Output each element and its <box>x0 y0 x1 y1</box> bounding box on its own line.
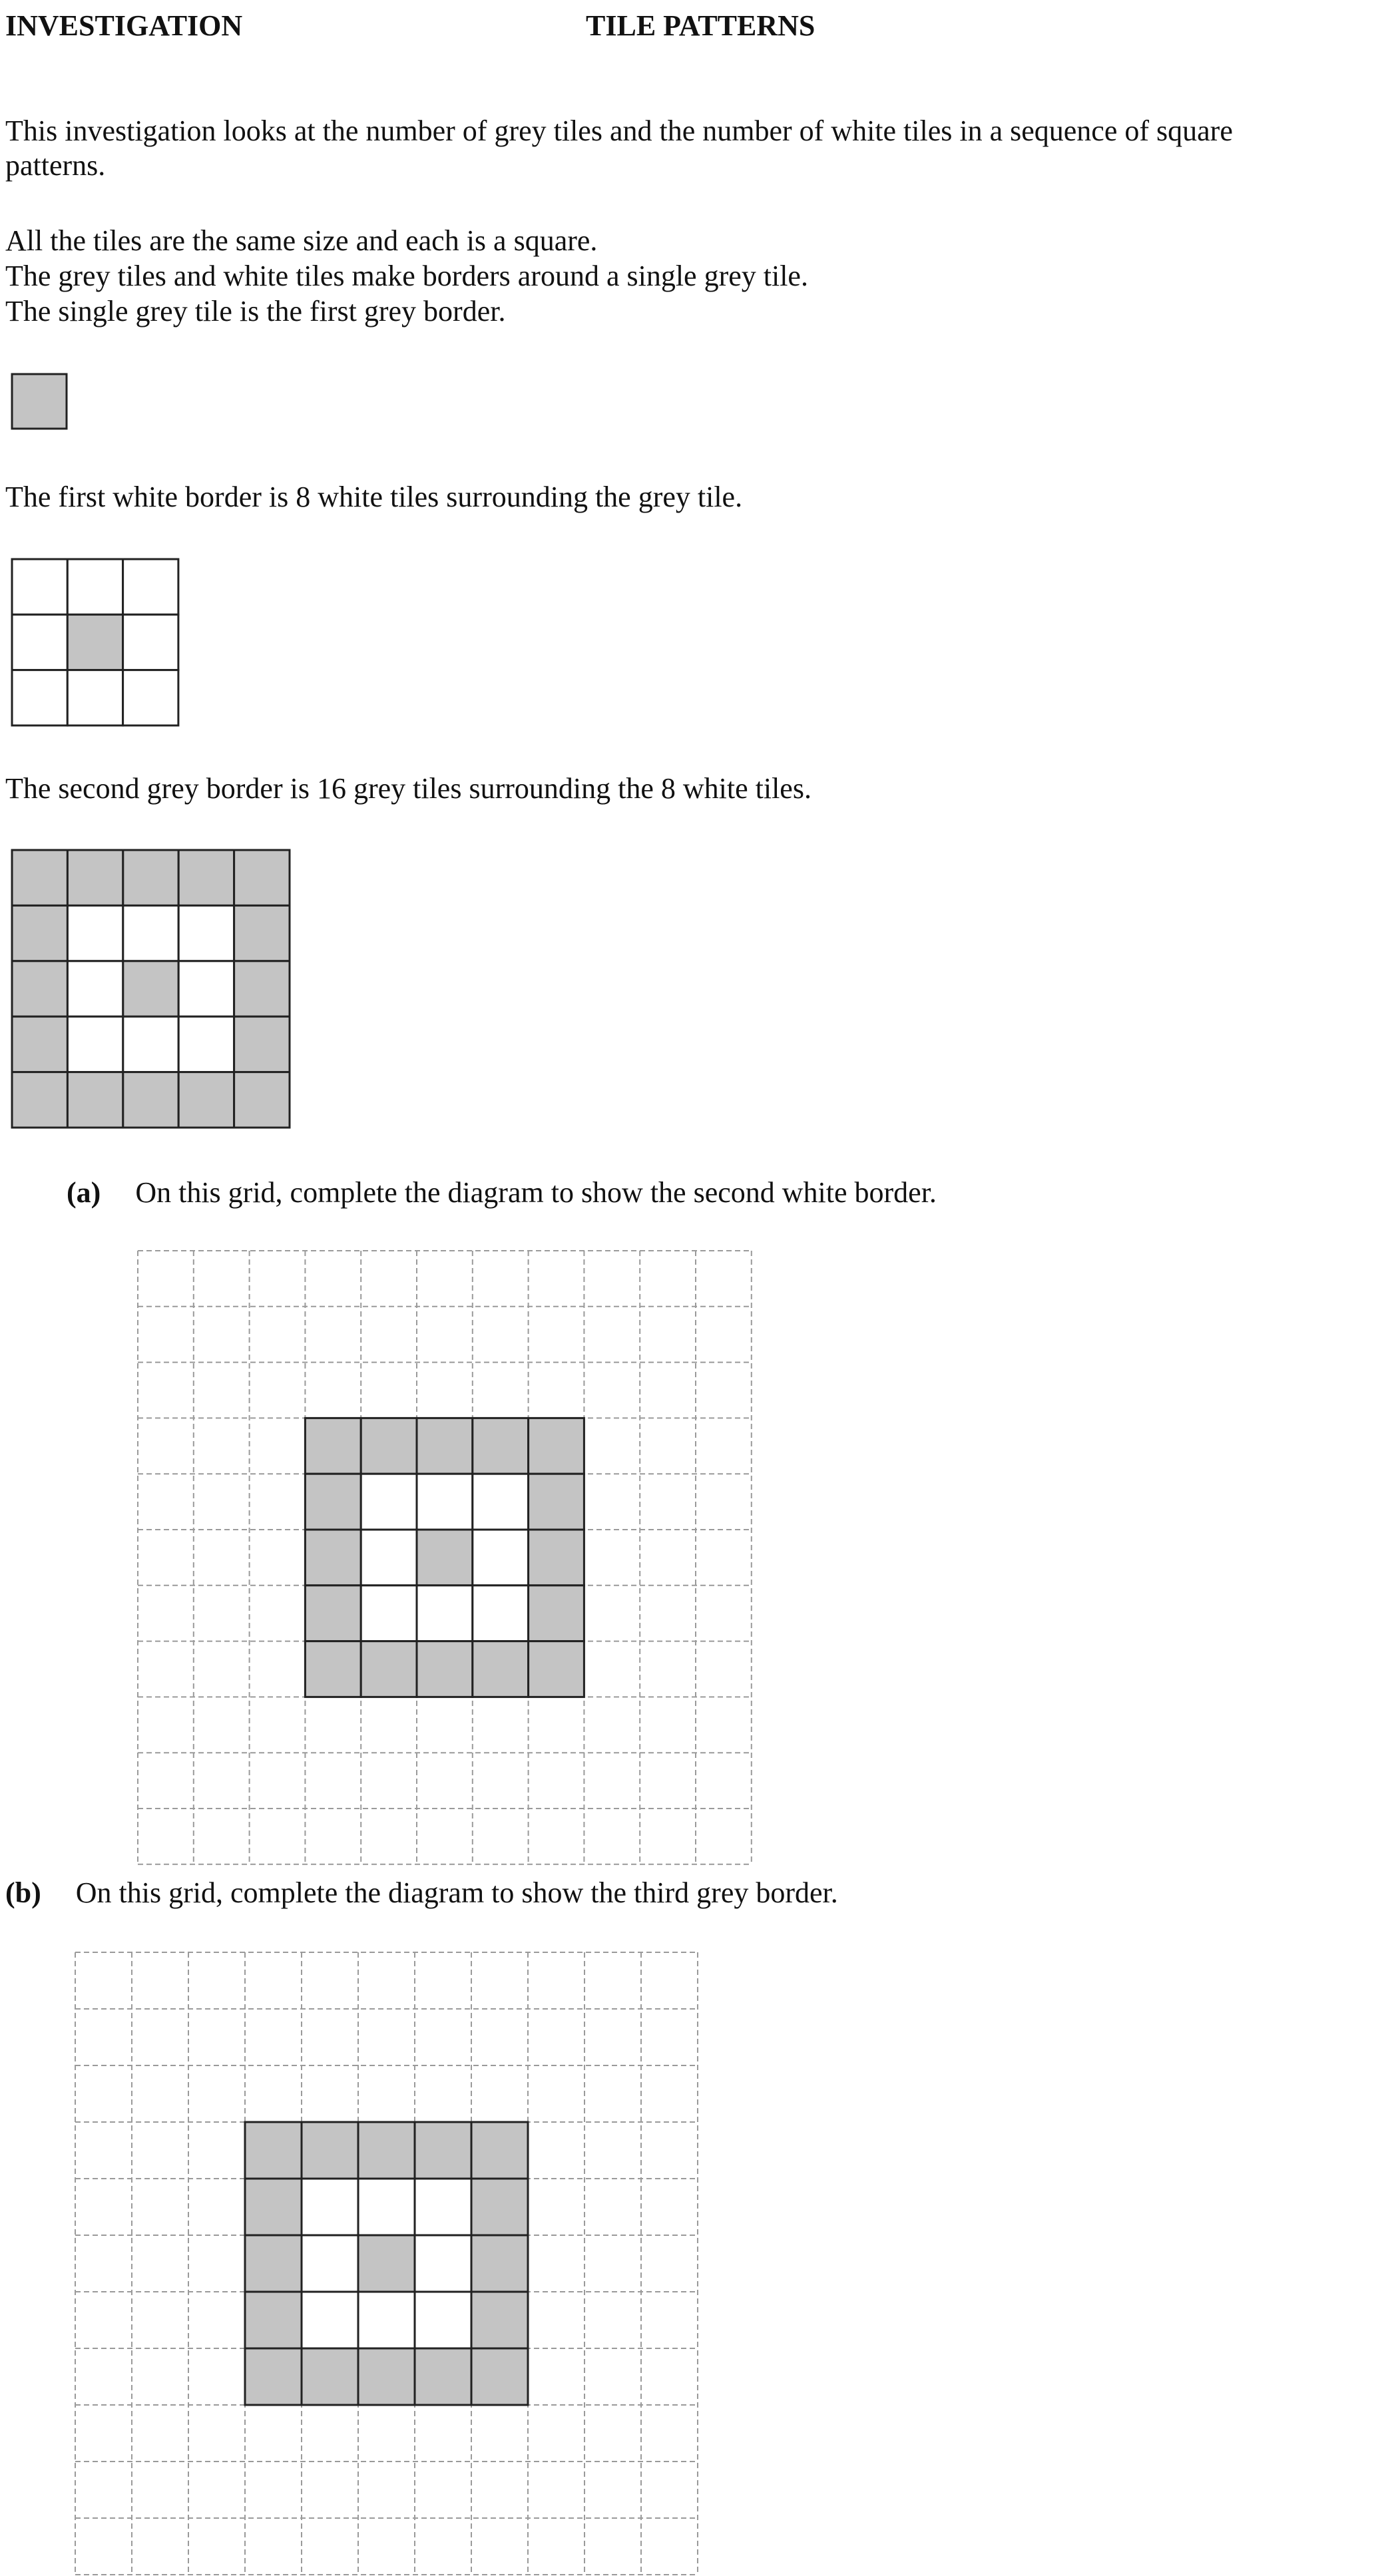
grey-tile <box>178 850 234 905</box>
grey-tile <box>358 2122 415 2179</box>
grey-tile <box>67 1072 122 1128</box>
question-b-label: (b) <box>5 1876 41 1909</box>
white-tile <box>415 2235 471 2292</box>
question-a-label: (a) <box>67 1176 101 1209</box>
grey-tile <box>67 850 122 905</box>
grey-tile <box>305 1641 361 1697</box>
grey-tile <box>123 1072 178 1128</box>
grey-tile <box>358 2348 415 2405</box>
question-b-text: On this grid, complete the diagram to show the third grey border. <box>75 1876 838 1909</box>
grey-tile <box>417 1530 473 1586</box>
grey-tile <box>361 1641 417 1697</box>
grey-tile <box>245 2348 302 2405</box>
white-tile <box>67 1016 122 1072</box>
white-tile <box>302 2235 358 2292</box>
grey-tile <box>529 1586 584 1641</box>
white-tile <box>12 614 67 670</box>
white-tile <box>123 670 178 726</box>
grey-tile <box>234 1016 290 1072</box>
grey-tile <box>358 2235 415 2292</box>
white-tile <box>417 1474 473 1530</box>
white-tile <box>473 1530 529 1586</box>
grey-tile <box>234 1072 290 1128</box>
grey-tile <box>234 905 290 961</box>
white-tile <box>123 614 178 670</box>
pattern-first-white-border <box>11 558 180 727</box>
white-tile <box>67 905 122 961</box>
white-tile <box>178 905 234 961</box>
intro-line-2: patterns. <box>5 149 106 182</box>
white-tile <box>302 2179 358 2235</box>
white-tile <box>12 670 67 726</box>
header-investigation: INVESTIGATION <box>5 9 243 42</box>
grey-tile <box>245 2292 302 2348</box>
white-tile <box>178 961 234 1016</box>
grey-tile <box>305 1474 361 1530</box>
white-tile <box>302 2292 358 2348</box>
grey-tile <box>12 850 67 905</box>
grey-tile <box>305 1586 361 1641</box>
grey-tile <box>305 1418 361 1474</box>
grey-tile <box>529 1474 584 1530</box>
question-a-text: On this grid, complete the diagram to show the second white border. <box>135 1176 937 1209</box>
grey-tile <box>123 961 178 1016</box>
grey-tile <box>234 850 290 905</box>
grey-tile <box>12 961 67 1016</box>
header-tile-patterns: TILE PATTERNS <box>586 9 816 42</box>
white-tile <box>123 905 178 961</box>
grey-tile <box>529 1418 584 1474</box>
grey-tile <box>471 2348 528 2405</box>
white-tile <box>67 670 122 726</box>
grey-tile <box>529 1641 584 1697</box>
white-tile <box>67 961 122 1016</box>
grey-tile <box>302 2122 358 2179</box>
question-b <box>5 1875 838 1911</box>
white-tile <box>361 1474 417 1530</box>
white-tile <box>123 1016 178 1072</box>
pattern-first-grey-border <box>11 373 68 430</box>
grey-tile <box>361 1418 417 1474</box>
grey-tile <box>471 2292 528 2348</box>
answer-grid-b[interactable] <box>75 1952 699 2576</box>
white-tile <box>178 1016 234 1072</box>
grey-tile <box>245 2122 302 2179</box>
white-tile <box>473 1474 529 1530</box>
white-tile <box>67 559 122 614</box>
white-tile <box>361 1530 417 1586</box>
white-tile <box>123 559 178 614</box>
intro-line-4: The grey tiles and white tiles make borders around a single grey tile. <box>5 260 808 292</box>
white-tile <box>358 2179 415 2235</box>
caption-second-grey-border: The second grey border is 16 grey tiles surrounding the 8 white tiles. <box>5 772 812 805</box>
grey-tile <box>12 1072 67 1128</box>
white-tile <box>415 2179 471 2235</box>
pattern-second-grey-border <box>11 849 292 1130</box>
grey-tile <box>471 2235 528 2292</box>
white-tile <box>358 2292 415 2348</box>
grey-tile <box>234 961 290 1016</box>
grey-tile <box>123 850 178 905</box>
white-tile <box>415 2292 471 2348</box>
grey-tile <box>305 1530 361 1586</box>
grey-tile <box>245 2179 302 2235</box>
question-a <box>67 1175 937 1211</box>
white-tile <box>361 1586 417 1641</box>
grey-tile <box>245 2235 302 2292</box>
grey-tile <box>417 1418 473 1474</box>
grey-tile <box>473 1418 529 1474</box>
grey-tile <box>417 1641 473 1697</box>
grey-tile <box>12 1016 67 1072</box>
grey-tile <box>471 2179 528 2235</box>
white-tile <box>473 1586 529 1641</box>
grey-tile <box>529 1530 584 1586</box>
grey-tile <box>471 2122 528 2179</box>
grey-tile <box>67 614 122 670</box>
intro-line-5: The single grey tile is the first grey border. <box>5 295 506 327</box>
grey-tile <box>473 1641 529 1697</box>
white-tile <box>12 559 67 614</box>
grey-tile <box>178 1072 234 1128</box>
grey-tile <box>302 2348 358 2405</box>
intro-line-1: This investigation looks at the number of grey tiles and the number of white tiles in a sequence of square <box>5 114 1233 147</box>
grey-tile <box>415 2122 471 2179</box>
intro-line-3: All the tiles are the same size and each is a square. <box>5 224 598 257</box>
grey-tile <box>12 905 67 961</box>
answer-grid-a[interactable] <box>137 1250 752 1865</box>
grey-tile <box>12 374 67 429</box>
white-tile <box>417 1586 473 1641</box>
caption-first-white-border: The first white border is 8 white tiles surrounding the grey tile. <box>5 481 743 513</box>
grey-tile <box>415 2348 471 2405</box>
